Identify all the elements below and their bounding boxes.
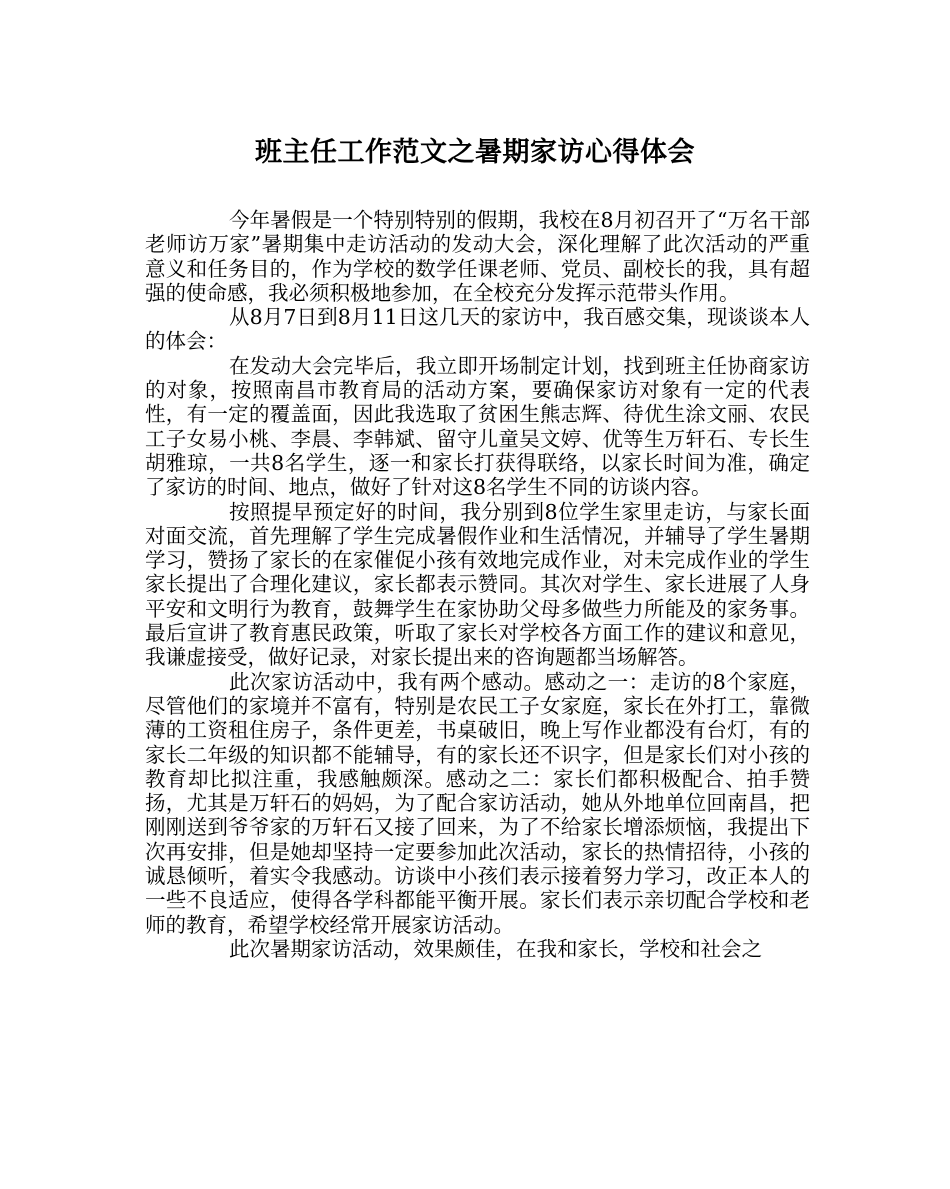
paragraph-2: 从8月7日到8月11日这几天的家访中，我百感交集，现谈谈本人的体会： <box>145 305 810 354</box>
paragraph-4: 按照提早预定好的时间，我分别到8位学生家里走访，与家长面对面交流，首先理解了学生完成暑假作业和生活情况，并辅导了学生暑期学习，赞扬了家长的在家催促小孩有效地完成作业，对未完成作业的学生家长提出了合理化建议，家长都表示赞同。其次对学生、家长进展了人身平安和文明行为教育，鼓舞学生在家协助父母多做些力所能及的家务事。最后宣讲了教育惠民政策，听取了家长对学校各方面工作的建议和意见，我谦虚接受，做好记录，对家长提出来的咨询题都当场解答。 <box>145 499 810 670</box>
document-title: 班主任工作范文之暑期家访心得体会 <box>255 137 695 168</box>
paragraph-5: 此次家访活动中，我有两个感动。感动之一：走访的8个家庭，尽管他们的家境并不富有，特别是农民工子女家庭，家长在外打工，靠微薄的工资租住房子，条件更差，书桌破旧，晚上写作业都没有台灯，有的家长二年级的知识都不能辅导，有的家长还不识字，但是家长们对小孩的教育却比拟注重，我感触颇深。感动之二：家长们都积极配合、拍手赞扬，尤其是万轩石的妈妈，为了配合家访活动，她从外地单位回南昌，把刚刚送到爷爷家的万轩石又接了回来，为了不给家长增添烦恼，我提出下次再安排，但是她却坚持一定要参加此次活动，家长的热情招待，小孩的诚恳倾听，着实令我感动。访谈中小孩们表示接着努力学习，改正本人的一些不良适应，使得各学科都能平衡开展。家长们表示亲切配合学校和老师的教育，希望学校经常开展家访活动。 <box>145 669 810 937</box>
paragraph-3: 在发动大会完毕后，我立即开场制定计划，找到班主任协商家访的对象，按照南昌市教育局的活动方案，要确保家访对象有一定的代表性，有一定的覆盖面，因此我选取了贫困生熊志辉、待优生涂文丽、农民工子女易小桃、李晨、李韩斌、留守儿童吴文婷、优等生万轩石、专长生胡雅琼，一共8名学生，逐一和家长打获得联络，以家长时间为准，确定了家访的时间、地点，做好了针对这8名学生不同的访谈内容。 <box>145 353 810 500</box>
paragraph-6: 此次暑期家访活动，效果颇佳，在我和家长，学校和社会之 <box>229 936 762 961</box>
paragraph-1: 今年暑假是一个特别特别的假期，我校在8月初召开了“万名干部老师访万家”暑期集中走访活动的发动大会，深化理解了此次活动的严重意义和任务目的，作为学校的数学任课老师、党员、副校长的我，具有超强的使命感，我必须积极地参加，在全校充分发挥示范带头作用。 <box>145 208 810 305</box>
document-body <box>145 208 810 961</box>
